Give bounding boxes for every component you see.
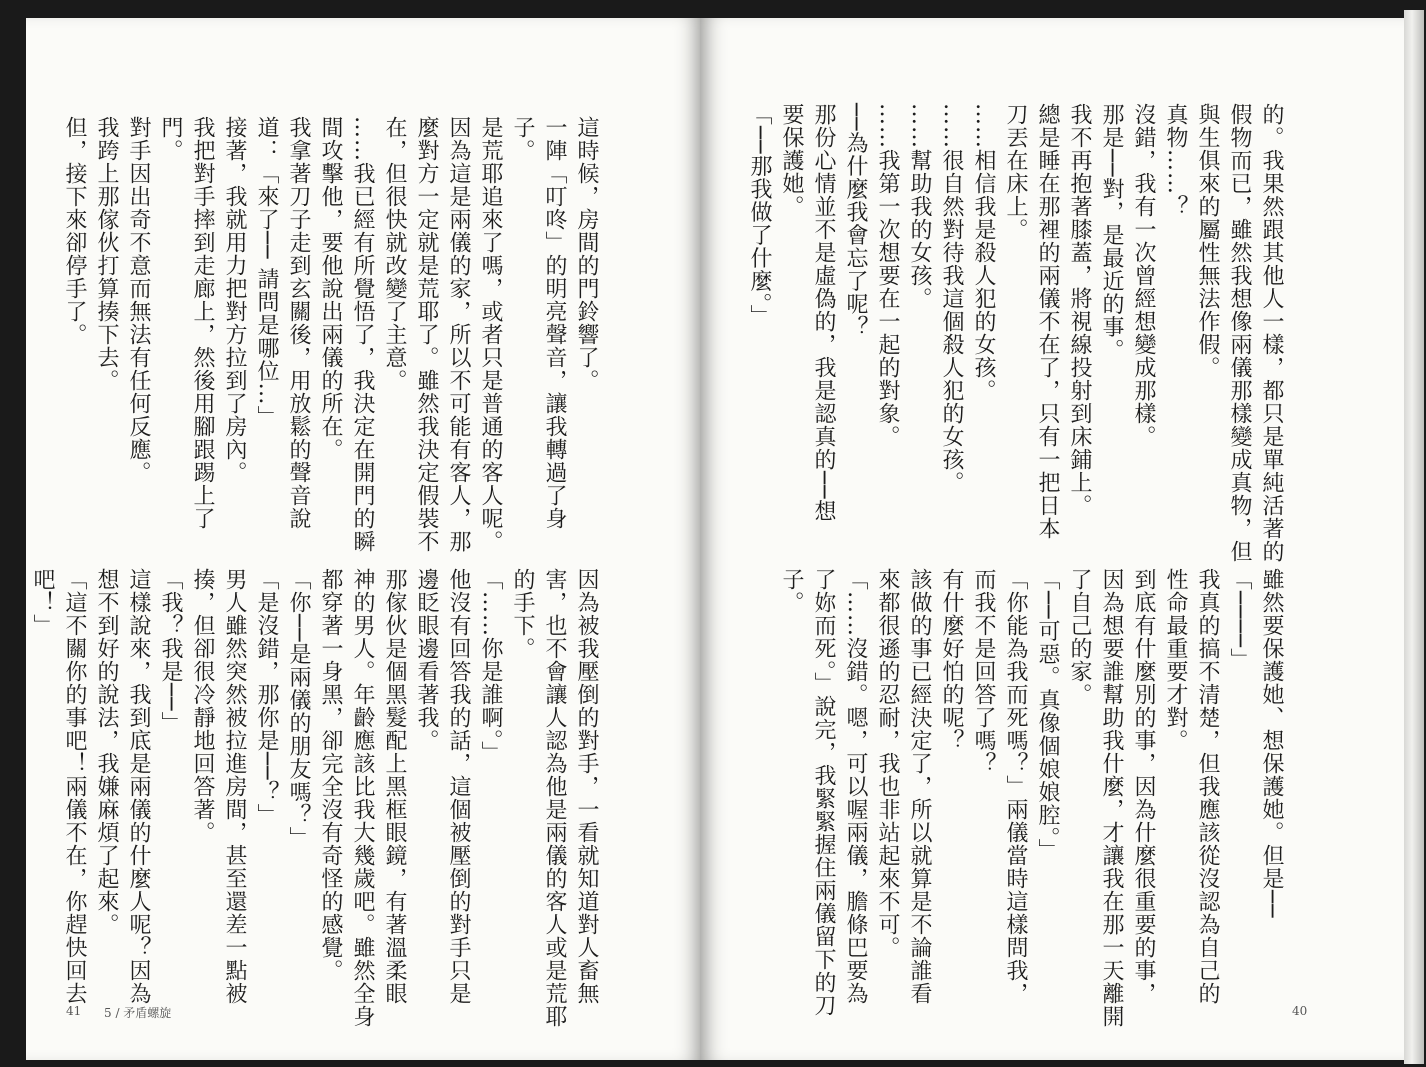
text-column: 接著，我就用力把對方拉到了房內。 [222, 116, 247, 484]
right-page-number: 40 [1292, 1004, 1308, 1018]
text-column: 「──那我做了什麼。」 [747, 103, 772, 328]
text-column: 性命最重要才對。 [1163, 568, 1188, 752]
text-column: 「────」 [1227, 568, 1252, 671]
text-column: 那是──對，是最近的事。 [1099, 103, 1124, 362]
text-column: 想不到好的說法，我嫌麻煩了起來。 [94, 568, 119, 936]
text-column: 因為這是兩儀的家，所以不可能有客人，那 [446, 116, 471, 553]
text-column: 我跨上那傢伙打算揍下去。 [94, 116, 119, 392]
text-column: 道：「來了── 請問是哪位…」 [254, 116, 279, 429]
text-column: 因為被我壓倒的對手，一看就知道對人畜無 [574, 568, 599, 1005]
text-column: 的手下。 [510, 568, 535, 660]
text-column: 了妳而死。」說完，我緊緊握住兩儀留下的刀 [811, 568, 836, 1017]
text-column: 「你──是兩儀的朋友嗎？」 [286, 568, 311, 850]
text-column: 那份心情並不是虛偽的，我是認真的──想 [811, 103, 836, 523]
text-column: 「我？我是──」 [158, 568, 183, 735]
text-column: 「……沒錯。嗯，可以喔兩儀，膽條巴要為 [843, 568, 868, 1005]
text-column: 到底有什麼別的事，因為什麼很重要的事， [1131, 568, 1156, 1005]
text-column: 沒錯，我有一次曾經想變成那樣。 [1131, 103, 1156, 448]
text-column: 在，但很快就改變了主意。 [382, 116, 407, 392]
text-column: 這樣說來，我到底是兩儀的什麼人呢？因為 [126, 568, 151, 1005]
text-column: 因為想要誰幫助我什麼，才讓我在那一天離開 [1099, 568, 1124, 1028]
text-column: 他沒有回答我的話，這個被壓倒的對手只是 [446, 568, 471, 1005]
text-column: 該做的事已經決定了，所以就算是不論誰看 [907, 568, 932, 1005]
text-column: 我不再抱著膝蓋，將視線投射到床鋪上。 [1067, 103, 1092, 517]
text-column: 吧！」 [30, 568, 55, 637]
running-head: 5 / 矛盾螺旋 [104, 1006, 172, 1020]
text-column: 「是沒錯，那你是──？」 [254, 568, 279, 827]
text-column: 那傢伙是個黑髮配上黑框眼鏡，有著溫柔眼 [382, 568, 407, 1005]
text-column: 「這不關你的事吧！兩儀不在，你趕快回去 [62, 568, 87, 1005]
text-column: 「你能為我而死嗎？」兩儀當時這樣問我， [1003, 568, 1028, 1005]
text-column: 子。 [779, 568, 804, 614]
right-page-top-text [731, 103, 1287, 563]
text-column: 揍，但卻很冷靜地回答著。 [190, 568, 215, 844]
text-column: 來都很遜的忍耐，我也非站起來不可。 [875, 568, 900, 959]
text-column: 這時候，房間的門鈴響了。 [574, 116, 599, 392]
text-column: 邊眨眼邊看著我。 [414, 568, 439, 752]
text-column: 一陣「叮咚」的明亮聲音，讓我轉過了身 [542, 116, 567, 530]
text-column: 雖然要保護她、想保護她。但是── [1259, 568, 1284, 919]
text-column: ……相信我是殺人犯的女孩。 [971, 103, 996, 402]
text-column: 刀丟在床上。 [1003, 103, 1028, 241]
text-column: 的。我果然跟其他人一樣，都只是單純活著的 [1259, 103, 1284, 563]
text-column: 我把對手摔到走廊上，然後用腳跟踢上了 [190, 116, 215, 530]
left-page-bottom-text [30, 568, 602, 1028]
text-column: 與生俱來的屬性無法作假。 [1195, 103, 1220, 379]
text-column: 而我不是回答了嗎？ [971, 568, 996, 775]
text-column: 害，也不會讓人認為他是兩儀的客人或是荒耶 [542, 568, 567, 1028]
text-column: 我真的搞不清楚，但我應該從沒認為自己的 [1195, 568, 1220, 1005]
text-column: 神的男人。年齡應該比我大幾歲吧。雖然全身 [350, 568, 375, 1028]
text-column: 都穿著一身黑，卻完全沒有奇怪的感覺。 [318, 568, 343, 982]
text-column: 假物而已，雖然我想像兩儀那樣變成真物，但 [1227, 103, 1252, 563]
page-edge-strip [1404, 10, 1424, 1064]
right-page-bottom-text [731, 568, 1287, 1028]
text-column: 要保護她。 [779, 103, 804, 218]
text-column: 總是睡在那裡的兩儀不在了，只有一把日本 [1035, 103, 1060, 540]
text-column: 我拿著刀子走到玄關後，用放鬆的聲音說 [286, 116, 311, 530]
text-column: 麼對方一定就是荒耶了。雖然我決定假裝不 [414, 116, 439, 553]
text-column: 是荒耶追來了嗎，或者只是普通的客人呢。 [478, 116, 503, 553]
text-column: 「……你是誰啊。」 [478, 568, 503, 764]
text-column: ……我已經有所覺悟了，我決定在開門的瞬 [350, 116, 375, 553]
left-page-number: 41 [66, 1004, 82, 1018]
text-column: 男人雖然突然被拉進房間，甚至還差一點被 [222, 568, 247, 1005]
text-column: 對手因出奇不意而無法有任何反應。 [126, 116, 151, 484]
text-column: 了自己的家。 [1067, 568, 1092, 706]
text-column: 門。 [158, 116, 183, 162]
text-column: ……我第一次想要在一起的對象。 [875, 103, 900, 448]
text-column: ……幫助我的女孩。 [907, 103, 932, 310]
text-column: 「──可惡。真像個娘娘腔。」 [1035, 568, 1060, 862]
text-column: ……很自然對待我這個殺人犯的女孩。 [939, 103, 964, 494]
text-column: 間攻擊他，要他說出兩儀的所在。 [318, 116, 343, 461]
text-column: 但，接下來卻停手了。 [62, 116, 87, 346]
text-column: 真物……？ [1163, 103, 1188, 218]
left-page-top-text [46, 116, 602, 566]
text-column: 有什麼好怕的呢？ [939, 568, 964, 752]
text-column: ──為什麼我會忘了呢？ [843, 103, 868, 339]
text-column: 子。 [510, 116, 535, 162]
